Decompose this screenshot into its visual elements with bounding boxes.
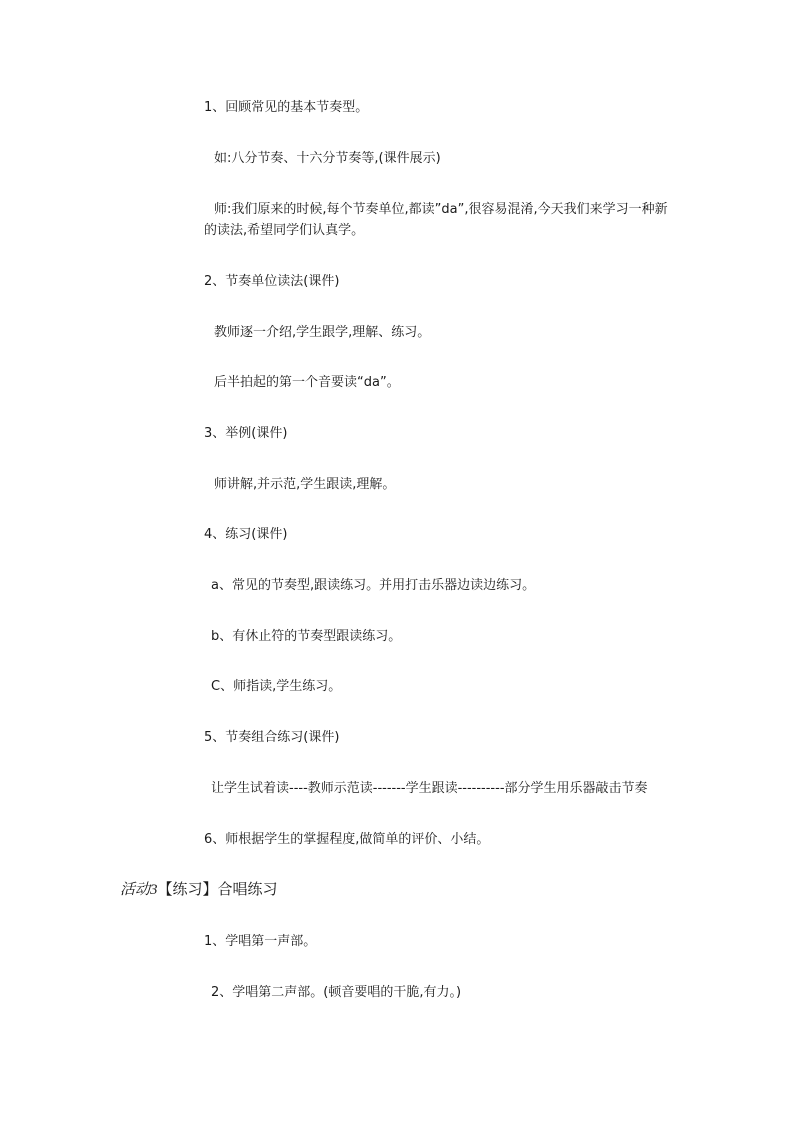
step-4-heading: 4、练习(课件): [204, 527, 288, 542]
step-6-heading: 6、师根据学生的掌握程度,做简单的评价、小结。: [204, 832, 490, 847]
sub-item-1: 1、学唱第一声部。: [204, 934, 317, 949]
step-4-item-c: C、师指读,学生练习。: [211, 679, 342, 694]
activity-number: 3: [150, 882, 158, 898]
step-5-heading: 5、节奏组合练习(课件): [204, 730, 340, 745]
step-1-heading: 1、回顾常见的基本节奏型。: [204, 100, 369, 115]
sub-item-2: 2、学唱第二声部。(顿音要唱的干脆,有力。): [211, 985, 462, 1000]
activity-heading: [120, 879, 278, 900]
step-1-example: 如:八分节奏、十六分节奏等,(课件展示): [214, 151, 441, 166]
step-2-heading: 2、节奏单位读法(课件): [204, 274, 340, 289]
activity-prefix: 活动: [120, 882, 151, 898]
activity-bracket-label: 【练习】: [157, 880, 218, 898]
step-3-instruction: 师讲解,并示范,学生跟读,理解。: [214, 477, 396, 492]
step-4-item-b: b、有休止符的节奏型跟读练习。: [211, 629, 402, 644]
step-3-heading: 3、举例(课件): [204, 426, 288, 441]
step-5-sequence: 让学生试着读----教师示范读-------学生跟读----------部分学生用乐器敲击节奏: [211, 781, 648, 796]
step-4-item-a: a、常见的节奏型,跟读练习。并用打击乐器边读边练习。: [211, 578, 536, 593]
step-2-note: 后半拍起的第一个音要读“da”。: [214, 375, 400, 390]
step-1-teacher-note: 师:我们原来的时候,每个节奏单位,都读”da”,很容易混淆,今天我们来学习一种新的读法,希望同学们认真学。: [204, 202, 668, 238]
step-2-instruction: 教师逐一介绍,学生跟学,理解、练习。: [214, 325, 431, 340]
activity-title: 合唱练习: [217, 880, 278, 898]
